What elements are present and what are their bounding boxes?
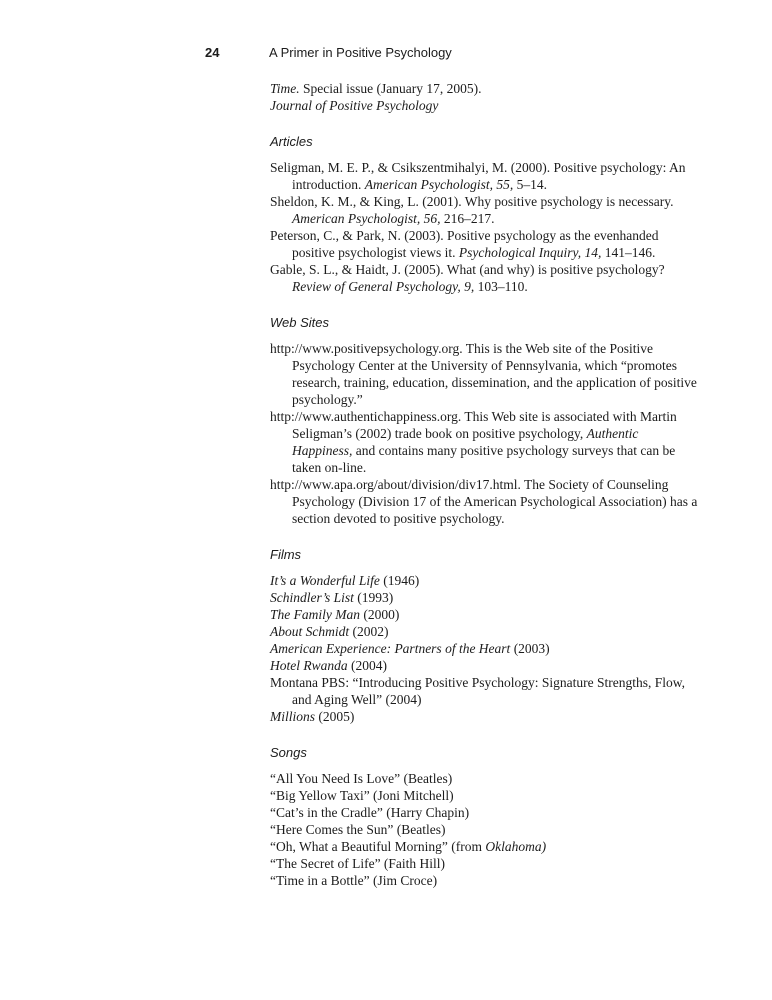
- reference-entry: [270, 606, 700, 623]
- reference-entry: [270, 770, 700, 787]
- intro-list: [270, 80, 700, 114]
- text-run: and contains many positive psychology surveys that can be taken on-line.: [292, 443, 676, 475]
- text-run: Seligman, M. E. P., & Csikszentmihalyi, M. (2000). Positive psychology: An introduction.: [270, 160, 686, 192]
- text-run: 5–14.: [513, 177, 547, 192]
- text-run: (2003): [510, 641, 550, 656]
- italic-text-run: Schindler’s List: [270, 590, 354, 605]
- page-number: 24: [205, 45, 220, 60]
- text-run: http://www.authentichappiness.org. This Web site is associated with Martin Seligman’s (2002) trade book on positive psychology,: [270, 409, 677, 441]
- reference-entry: [270, 193, 700, 227]
- reference-entry: [270, 408, 700, 476]
- italic-text-run: Hotel Rwanda: [270, 658, 348, 673]
- resource-sections: [270, 133, 700, 889]
- italic-text-run: Authentic Happiness,: [292, 426, 639, 458]
- section-songs: [270, 744, 700, 889]
- italic-text-run: American Experience: Partners of the Heart: [270, 641, 511, 656]
- text-run: Montana PBS: “Introducing Positive Psychology: Signature Strengths, Flow, and Aging Well” (2004): [270, 675, 685, 707]
- entry-list: [270, 770, 700, 889]
- italic-text-run: Millions: [270, 709, 316, 724]
- text-run: (1946): [379, 573, 420, 588]
- page-header: [0, 45, 772, 65]
- italic-text-run: Psychological Inquiry, 14,: [458, 245, 602, 260]
- text-run: 216–217.: [440, 211, 495, 226]
- reference-entry: [270, 159, 700, 193]
- reference-entry: [270, 821, 700, 838]
- reference-entry: [270, 589, 700, 606]
- section-films: [270, 546, 700, 725]
- text-run: (2000): [360, 607, 400, 622]
- intro-item: [270, 80, 700, 97]
- text-run: http://www.apa.org/about/division/div17.html. The Society of Counseling Psychology (Division 17 of the American Psychological Association) has a section devoted to positive psychology.: [270, 477, 698, 526]
- section-heading: Web Sites: [270, 315, 330, 330]
- reference-entry: [270, 340, 700, 408]
- text-run: “Big Yellow Taxi” (Joni Mitchell): [270, 788, 454, 803]
- reference-entry: [270, 804, 700, 821]
- italic-text-run: The Family Man: [270, 607, 360, 622]
- italic-text-run: It’s a Wonderful Life: [270, 573, 380, 588]
- italic-text-run: Journal of Positive Psychology: [270, 98, 439, 113]
- reference-entry: [270, 227, 700, 261]
- intro-item: [270, 97, 700, 114]
- text-run: Gable, S. L., & Haidt, J. (2005). What (and why) is positive psychology?: [270, 262, 665, 277]
- reference-entry: [270, 640, 700, 657]
- text-run: “Cat’s in the Cradle” (Harry Chapin): [270, 805, 470, 820]
- section-web-sites: [270, 314, 700, 527]
- italic-text-run: Oklahoma): [485, 839, 547, 854]
- reference-entry: [270, 657, 700, 674]
- section-heading: Films: [270, 547, 302, 562]
- text-run: 141–146.: [601, 245, 656, 260]
- italic-text-run: Review of General Psychology, 9,: [292, 279, 475, 294]
- reference-entry: [270, 872, 700, 889]
- text-run: “Here Comes the Sun” (Beatles): [270, 822, 446, 837]
- text-run: (2002): [349, 624, 389, 639]
- text-run: (1993): [353, 590, 394, 605]
- reference-entry: [270, 623, 700, 640]
- text-run: (2005): [315, 709, 355, 724]
- reference-entry: [270, 674, 700, 708]
- reference-entry: [270, 261, 700, 295]
- text-run: “Oh, What a Beautiful Morning” (from: [270, 839, 486, 854]
- text-run: 103–110.: [474, 279, 528, 294]
- page-content: [270, 80, 700, 889]
- text-run: Sheldon, K. M., & King, L. (2001). Why positive psychology is necessary.: [270, 194, 674, 209]
- text-run: Peterson, C., & Park, N. (2003). Positive psychology as the evenhanded positive psychologist views it.: [270, 228, 659, 260]
- reference-entry: [270, 838, 700, 855]
- reference-entry: [270, 476, 700, 527]
- reference-entry: [270, 708, 700, 725]
- entry-list: [270, 159, 700, 295]
- text-run: “The Secret of Life” (Faith Hill): [270, 856, 446, 871]
- section-heading: Articles: [270, 134, 313, 149]
- reference-entry: [270, 787, 700, 804]
- italic-text-run: About Schmidt: [270, 624, 350, 639]
- italic-text-run: Time.: [270, 81, 300, 96]
- section-articles: [270, 133, 700, 295]
- reference-entry: [270, 572, 700, 589]
- text-run: http://www.positivepsychology.org. This is the Web site of the Positive Psychology Center at the University of Pennsylvania, which “promotes research, training, education, dissemination, and the application of positive psychology.”: [270, 341, 697, 407]
- italic-text-run: American Psychologist, 55,: [364, 177, 514, 192]
- text-run: “All You Need Is Love” (Beatles): [270, 771, 453, 786]
- text-run: (2004): [347, 658, 387, 673]
- text-run: Special issue (January 17, 2005).: [299, 81, 482, 96]
- italic-text-run: American Psychologist, 56,: [292, 211, 441, 226]
- section-heading: Songs: [270, 745, 307, 760]
- entry-list: [270, 572, 700, 725]
- text-run: “Time in a Bottle” (Jim Croce): [270, 873, 438, 888]
- reference-entry: [270, 855, 700, 872]
- running-title: A Primer in Positive Psychology: [269, 45, 452, 60]
- entry-list: [270, 340, 700, 527]
